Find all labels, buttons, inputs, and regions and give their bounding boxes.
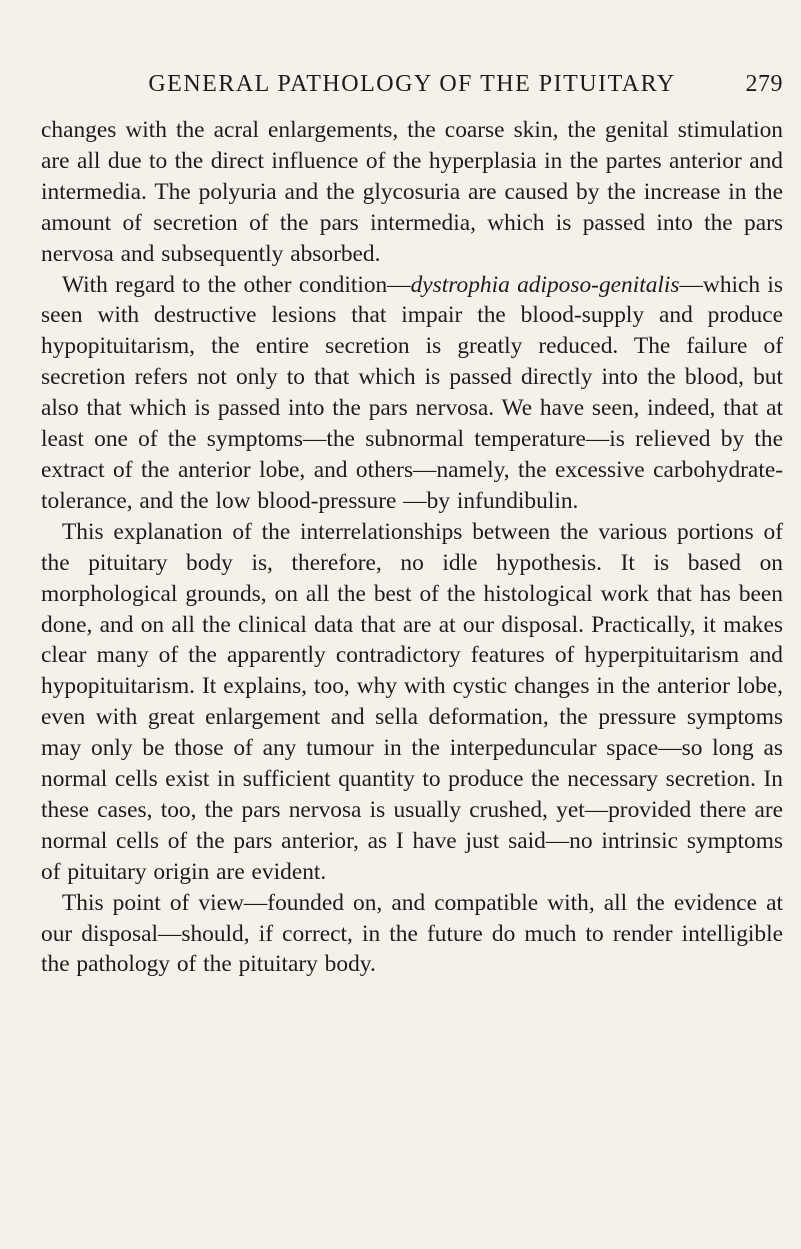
paragraph-4-text: This point of view—founded on, and compatible with, all the evidence at our disposal—should, if correct, in the future do much to render intelligible the pathology of the pituitary body.	[41, 889, 783, 978]
paragraph-3	[41, 517, 783, 888]
italic-term: dystrophia adiposo-genitalis	[410, 271, 680, 298]
paragraph-3-text: This explanation of the interrelationships between the various portions of the pituitary body is, therefore, no idle hypothesis. It is based on morphological grounds, on all the best of the histological work that has been done, and on all the clinical data that are at our disposal. Practically, it makes clear many of the apparently contradictory features of hyperpituitarism and hypopituitarism. It explains, too, why with cystic changes in the anterior lobe, even with great enlargement and sella deformation, the pressure symptoms may only be those of any tumour in the interpeduncular space—so long as normal cells exist in sufficient quantity to produce the necessary secretion. In these cases, too, the pars nervosa is usually crushed, yet—provided there are normal cells of the pars anterior, as I have just said—no intrinsic symptoms of pituitary origin are evident.	[41, 518, 783, 885]
body-text	[41, 115, 783, 980]
paragraph-4	[41, 888, 783, 981]
paragraph-2-rest: —which is seen with destructive lesions that impair the blood-supply and produce hypopituitarism, the entire secretion is greatly reduced. The failure of secretion refers not only to that which is passed directly into the blood, but also that which is passed into the pars nervosa. We have seen, indeed, that at least one of the symptoms—the subnormal temperature—is relieved by the extract of the anterior lobe, and others—namely, the excessive carbohydrate-tolerance, and the low blood-pressure —by infundibulin.	[41, 271, 783, 514]
paragraph-1	[41, 115, 783, 270]
paragraph-1-text: changes with the acral enlargements, the coarse skin, the genital stimulation are all due to the direct influence of the hyperplasia in the partes anterior and intermedia. The polyuria and the glycosuria are caused by the increase in the amount of secretion of the pars intermedia, which is passed into the pars nervosa and subsequently absorbed.	[41, 117, 783, 267]
page-number: 279	[745, 71, 783, 97]
paragraph-2-lead: With regard to the other condition—	[62, 271, 411, 298]
paragraph-2	[41, 270, 783, 517]
running-head	[41, 64, 783, 104]
running-title: GENERAL PATHOLOGY OF THE PITUITARY	[148, 71, 676, 97]
book-page	[41, 64, 783, 980]
